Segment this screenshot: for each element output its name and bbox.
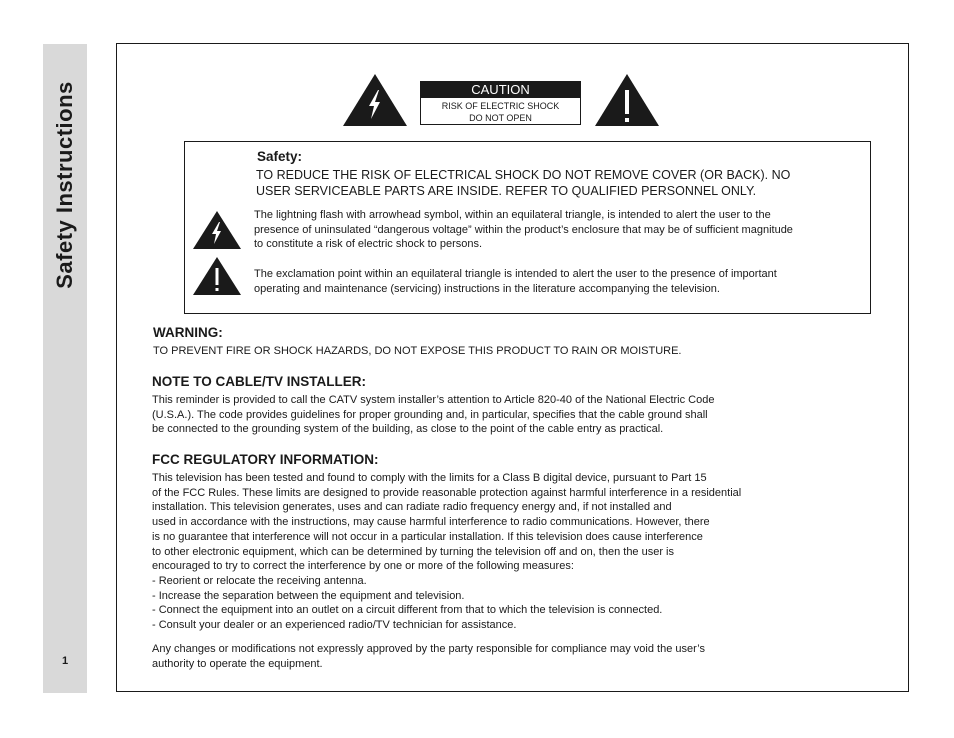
cable-note-text [152, 393, 714, 437]
sidebar-title: Safety Instructions [52, 81, 77, 289]
cable-note-line: (U.S.A.). The code provides guidelines for proper grounding and, in particular, specifies that the cable ground shall [152, 408, 708, 421]
fcc-measure-item: - Reorient or relocate the receiving antenna. [152, 574, 367, 587]
fcc-line: used in accordance with the instructions, may cause harmful interference to radio communications. However, there [152, 516, 710, 529]
safety-heading: Safety: [257, 149, 303, 164]
caution-heading: CAUTION [421, 82, 580, 98]
fcc-line: to other electronic equipment, which can be determined by turning the television off and on, then the user is [152, 545, 675, 558]
lightning-small-icon [192, 210, 242, 250]
fcc-line: This television has been tested and found to comply with the limits for a Class B digital device, pursuant to Part 15 [152, 472, 707, 484]
exclamation-line: The exclamation point within an equilateral triangle is intended to alert the user to the presence of important [254, 268, 777, 280]
cable-note-heading: NOTE TO CABLE/TV INSTALLER: [152, 374, 366, 389]
fcc-closing-text [152, 642, 705, 671]
fcc-line: encouraged to try to correct the interference by one or more of the following measures: [152, 560, 574, 573]
lightning-line: The lightning flash with arrowhead symbol, within an equilateral triangle, is intended to alert the user to the [254, 209, 771, 221]
fcc-line: of the FCC Rules. These limits are designed to provide reasonable protection against harmful interference in a residential [152, 486, 742, 499]
safety-main-line: USER SERVICEABLE PARTS ARE INSIDE. REFER TO QUALIFIED PERSONNEL ONLY. [256, 184, 757, 198]
caution-line-1: RISK OF ELECTRIC SHOCK [441, 101, 560, 111]
fcc-measure-item: - Connect the equipment into an outlet on a circuit different from that to which the television is connected. [152, 604, 663, 617]
lightning-line: presence of uninsulated “dangerous voltage” within the product’s enclosure that may be of sufficient magnitude [254, 223, 793, 236]
caution-line-2: DO NOT OPEN [469, 113, 532, 123]
lightning-description [254, 208, 793, 252]
fcc-measure-item: - Consult your dealer or an experienced radio/TV technician for assistance. [152, 619, 517, 632]
fcc-line: installation. This television generates, uses and can radiate radio frequency energy and, if not installed and [152, 501, 672, 514]
lightning-line: to constitute a risk of electric shock to persons. [254, 238, 483, 251]
fcc-line: is no guarantee that interference will not occur in a particular installation. If this television does cause interference [152, 530, 703, 543]
fcc-closing-line: authority to operate the equipment. [152, 657, 323, 670]
exclamation-small-icon [192, 256, 242, 296]
cable-note-line: This reminder is provided to call the CATV system installer’s attention to Article 820-40 of the National Electric Code [152, 394, 715, 406]
exclamation-triangle-icon [594, 73, 660, 127]
cable-note-line: be connected to the grounding system of the building, as close to the point of the cable entry as practical. [152, 423, 664, 436]
lightning-triangle-icon [342, 73, 408, 127]
page-number: 1 [61, 655, 69, 667]
warning-text: TO PREVENT FIRE OR SHOCK HAZARDS, DO NOT EXPOSE THIS PRODUCT TO RAIN OR MOISTURE. [153, 345, 682, 357]
fcc-closing-line: Any changes or modifications not expressly approved by the party responsible for compliance may void the user’s [152, 643, 705, 655]
fcc-heading: FCC REGULATORY INFORMATION: [152, 452, 379, 467]
safety-main-text [256, 167, 790, 199]
fcc-measure-item: - Increase the separation between the equipment and television. [152, 589, 465, 602]
exclamation-line: operating and maintenance (servicing) instructions in the literature accompanying the television. [254, 282, 720, 295]
exclamation-description [254, 267, 777, 296]
warning-heading: WARNING: [153, 325, 223, 340]
fcc-text [152, 471, 741, 633]
safety-main-line: TO REDUCE THE RISK OF ELECTRICAL SHOCK DO NOT REMOVE COVER (OR BACK). NO [256, 168, 791, 182]
caution-label [420, 81, 581, 125]
